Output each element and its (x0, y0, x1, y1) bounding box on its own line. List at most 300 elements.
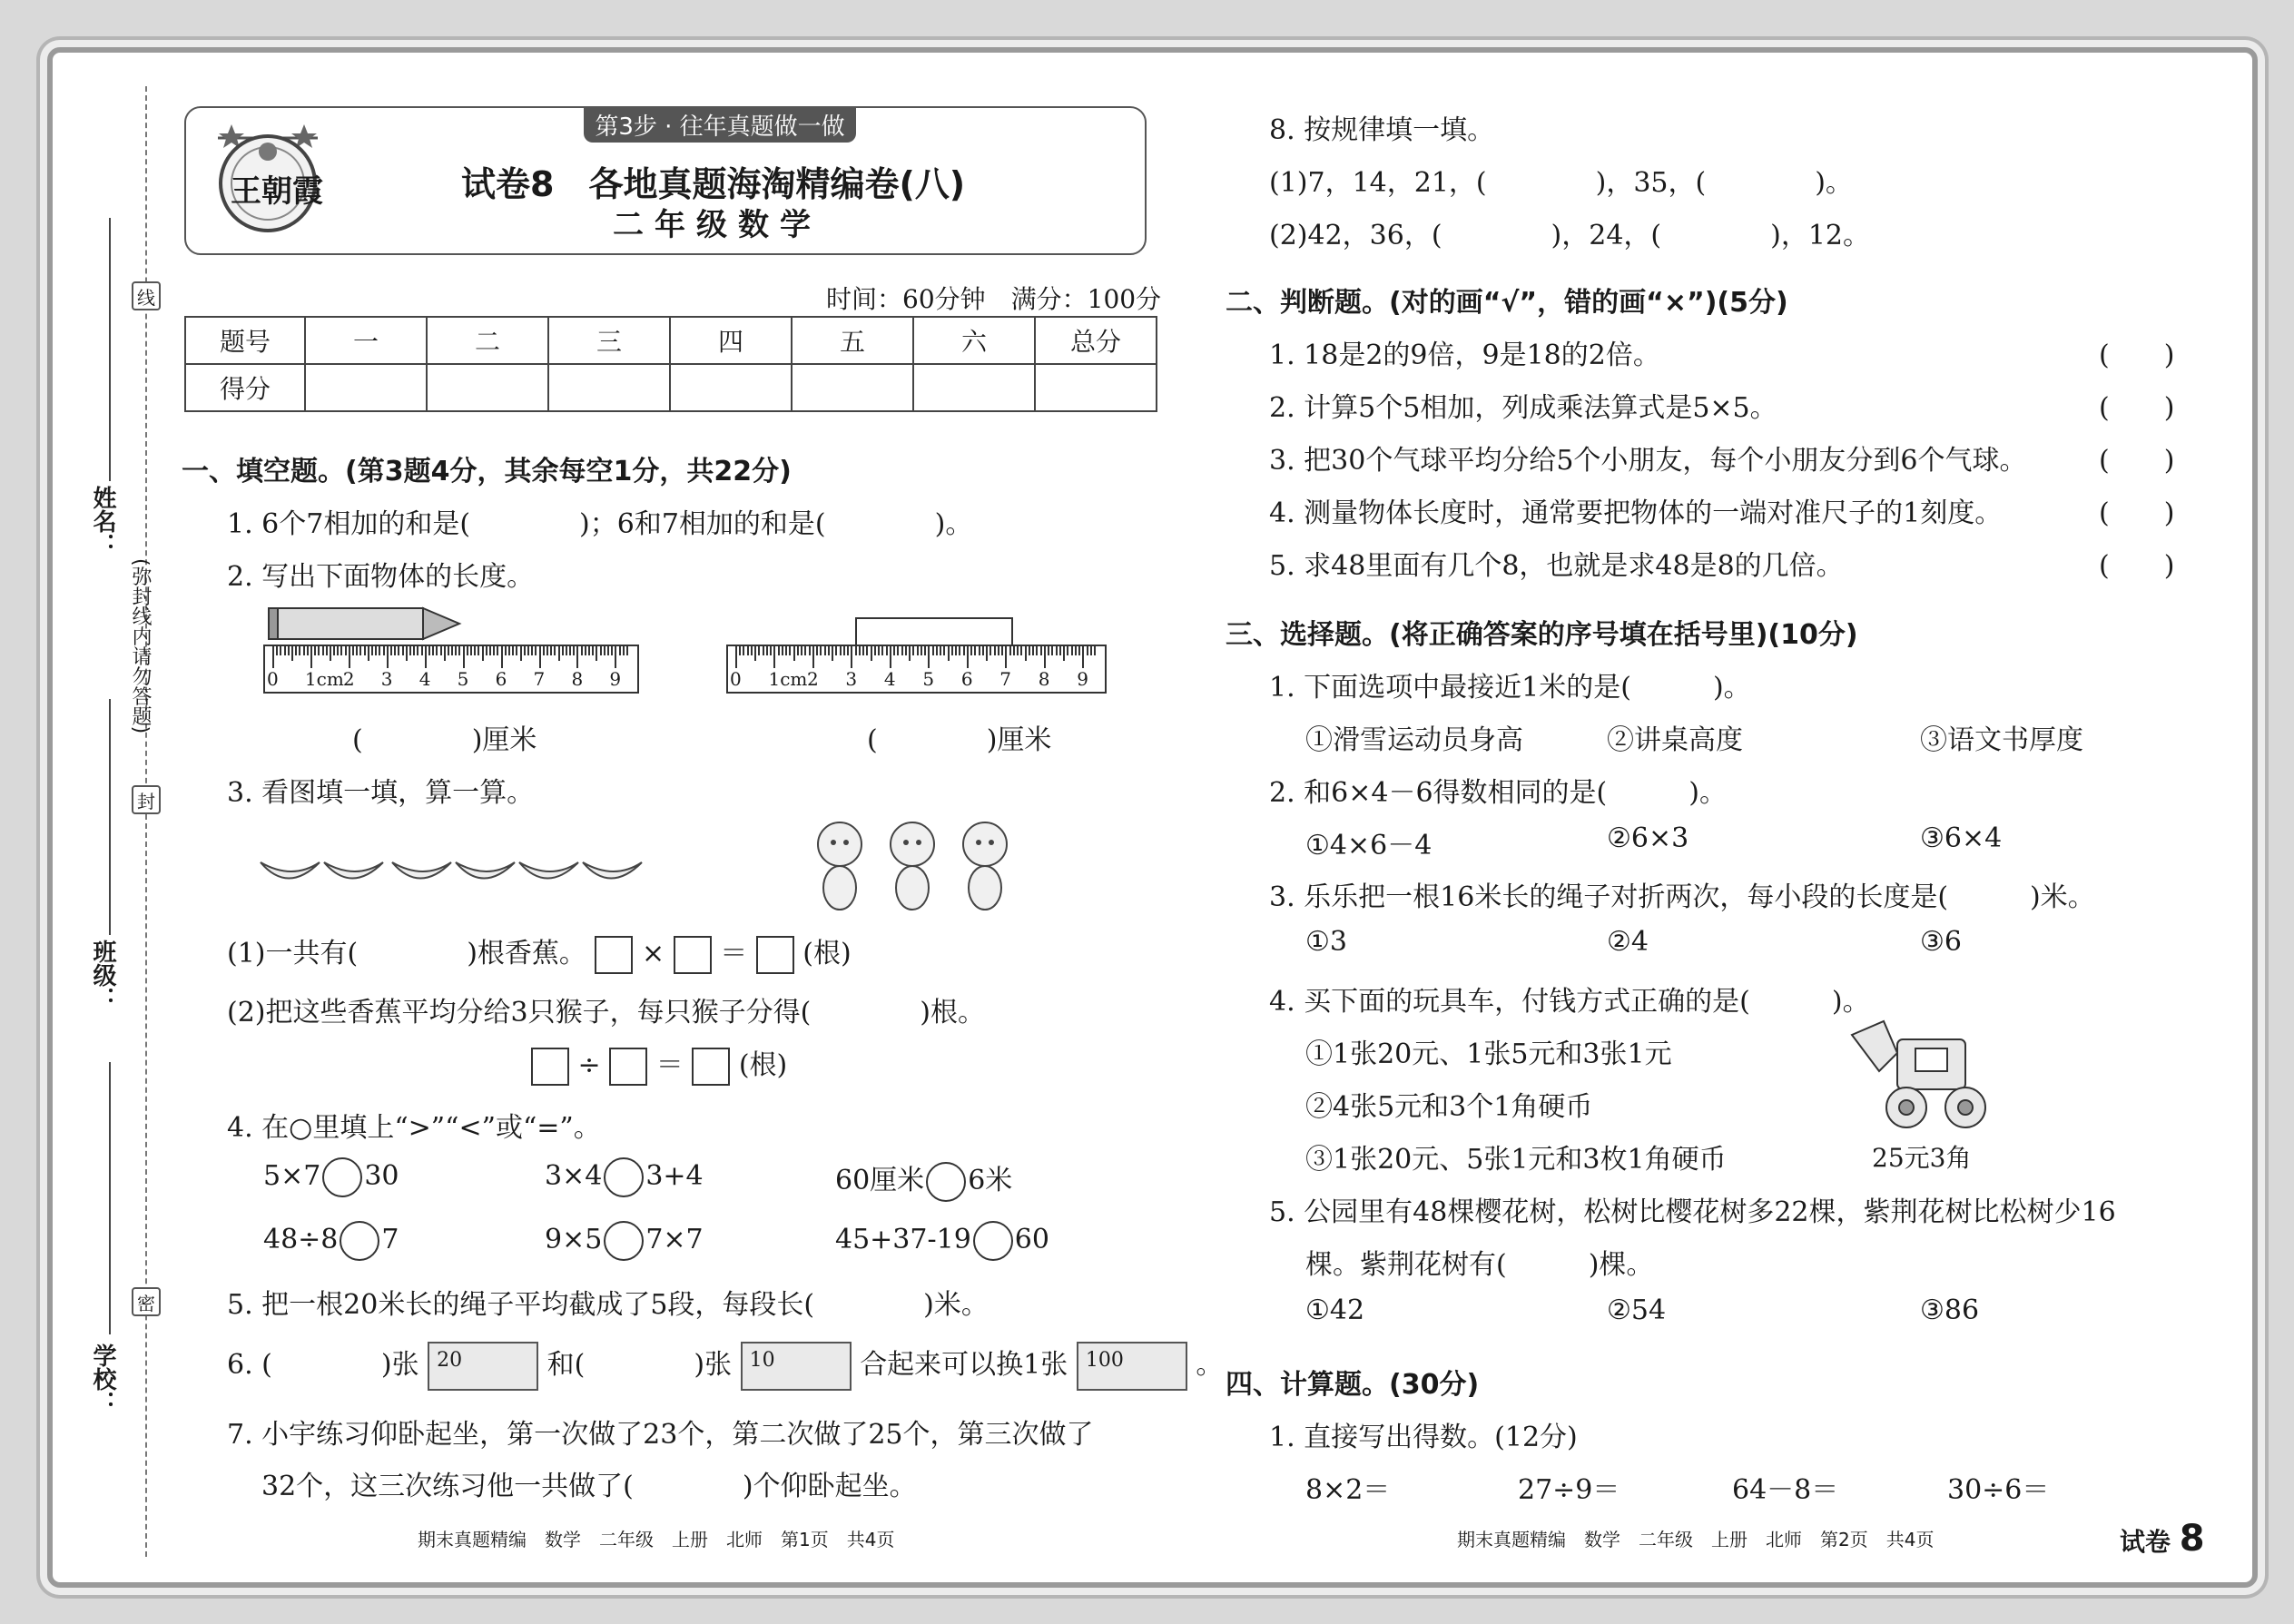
ruler-tick (451, 646, 453, 655)
ruler-tick (615, 646, 616, 668)
ruler-tick (881, 646, 883, 655)
banknote-value: 100 (1085, 1349, 1124, 1372)
s3-q5-opt2[interactable]: ②54 (1607, 1294, 1667, 1326)
ruler-tick (940, 646, 941, 655)
score-input-cell[interactable] (305, 364, 427, 411)
ruler-tick (569, 646, 571, 655)
score-input-cell[interactable] (913, 364, 1035, 411)
ruler-tick (924, 646, 926, 655)
ruler-tick (893, 646, 895, 655)
compare-right: 3+4 (645, 1160, 704, 1192)
ruler-tick (812, 646, 814, 668)
ruler-tick (909, 646, 911, 661)
ruler-tick (562, 646, 564, 655)
s3-q1-opt3[interactable]: ③语文书厚度 (1920, 724, 2083, 756)
ruler-tick (425, 646, 427, 668)
ruler-tick (751, 646, 753, 655)
s3-q3: 3. 乐乐把一根16米长的绳子对折两次，每小段的长度是( )米。 (1269, 881, 2095, 913)
ruler-tick (979, 646, 980, 655)
class-label: 班级： (89, 940, 116, 1010)
ruler-tick (371, 646, 373, 655)
ruler-tick (458, 646, 460, 655)
score-table-score-row (185, 364, 1157, 411)
ruler-tick (766, 646, 768, 655)
ruler-tick (276, 646, 278, 655)
ruler-2 (726, 645, 1107, 694)
s1-q3-2-equation: ÷ ＝ (根) (531, 1042, 787, 1086)
judge-paren[interactable]: ( ) (2099, 445, 2175, 477)
ruler-tick (763, 646, 764, 655)
ruler-number: 7 (999, 668, 1012, 690)
ruler-tick (912, 646, 914, 655)
ruler-tick (600, 646, 602, 655)
s3-q1-opt1[interactable]: ①滑雪运动员身高 (1305, 724, 1523, 756)
s4-q1: 1. 直接写出得数。(12分) (1269, 1422, 1578, 1453)
compare-left: 3×4 (545, 1160, 603, 1192)
ruler-tick (801, 646, 802, 655)
compare-right: 6米 (968, 1165, 1013, 1196)
ruler-tick (797, 646, 799, 655)
compare-left: 60厘米 (835, 1165, 925, 1196)
s1-q7-line1: 7. 小宇练习仰卧起坐，第一次做了23个，第二次做了25个，第三次做了 (227, 1419, 1094, 1451)
ruler-number: 8 (571, 668, 584, 690)
s1-q6 (227, 1342, 1223, 1391)
ruler-tick (959, 646, 960, 655)
binding-mark-mi: 密 (132, 1287, 161, 1316)
section3-title: 三、选择题。(将正确答案的序号填在括号里)(10分) (1226, 619, 1858, 651)
ruler-tick (1082, 646, 1084, 668)
ruler-tick (546, 646, 548, 655)
name-field[interactable] (109, 218, 111, 481)
ruler-tick (855, 646, 857, 655)
compare-circle[interactable] (926, 1162, 966, 1202)
compare-item (835, 1157, 1012, 1202)
ruler-tick (607, 646, 609, 655)
table-cell: 三 (548, 317, 670, 364)
ruler-tick (1009, 646, 1011, 655)
ruler-tick (576, 646, 578, 668)
ruler-tick (901, 646, 903, 655)
ruler-tick (851, 646, 852, 668)
judge-paren[interactable]: ( ) (2099, 340, 2175, 371)
binding-notice: (弥封线内请勿答题) (129, 558, 152, 734)
ruler-tick (847, 646, 849, 655)
ruler-tick (1071, 646, 1073, 655)
class-field[interactable] (109, 699, 111, 935)
ruler-tick (948, 646, 950, 661)
s2-item-5: 5. 求48里面有几个8，也就是求48是8的几倍。 (1269, 550, 1844, 582)
ruler-tick (596, 646, 597, 661)
ruler-tick (444, 646, 446, 661)
time-info: 时间：60分钟 满分：100分 (826, 284, 1162, 314)
compare-circle[interactable] (340, 1221, 379, 1261)
answer-box[interactable] (531, 1048, 569, 1086)
score-input-cell[interactable] (1035, 364, 1157, 411)
score-input-cell[interactable] (548, 364, 670, 411)
judge-paren[interactable]: ( ) (2099, 392, 2175, 424)
s3-q2: 2. 和6×4－6得数相同的是( )。 (1269, 777, 1727, 809)
banknote-10-icon (741, 1342, 852, 1391)
ruler-tick (585, 646, 586, 655)
ruler-tick (359, 646, 361, 655)
q8-title: 8. 按规律填一填。 (1269, 114, 1495, 146)
ruler-tick (299, 646, 300, 655)
ruler-number: 0 (730, 668, 742, 690)
answer-box[interactable] (756, 936, 794, 974)
compare-left: 45+37-19 (835, 1224, 971, 1255)
ruler-tick (778, 646, 780, 655)
table-cell: 六 (913, 317, 1035, 364)
calc-item: 64－8＝ (1732, 1474, 1839, 1506)
ruler-tick (345, 646, 347, 655)
calc-item: 30÷6＝ (1947, 1474, 2050, 1506)
answer-box[interactable] (692, 1048, 730, 1086)
s3-q4-opt2[interactable]: ②4张5元和3个1角硬币 (1305, 1091, 1593, 1123)
ruler-tick (1059, 646, 1061, 655)
footer-left: 期末真题精编 数学 二年级 上册 北师 第1页 共4页 (418, 1529, 895, 1550)
s1-q6-part-c: 合起来可以换1张 (860, 1349, 1068, 1381)
ruler-tick (1063, 646, 1065, 661)
ruler-tick (773, 646, 775, 668)
bananas-icon (256, 844, 655, 899)
ruler-tick (352, 646, 354, 655)
calc-item: 27÷9＝ (1518, 1474, 1620, 1506)
rectangle-object-icon (855, 617, 1013, 648)
compare-circle[interactable] (604, 1157, 644, 1197)
ruler-tick (936, 646, 938, 655)
s1-q3-2-unit: (根) (738, 1049, 788, 1081)
ruler-tick (1078, 646, 1080, 655)
ruler-tick (520, 646, 522, 661)
ruler-number: 9 (609, 668, 622, 690)
banknote-100-icon (1077, 1342, 1187, 1391)
compare-circle[interactable] (973, 1221, 1013, 1261)
ruler-tick (566, 646, 567, 655)
ruler-tick (785, 646, 787, 655)
compare-right: 30 (364, 1160, 399, 1192)
ruler-tick (1036, 646, 1038, 655)
ruler-tick (626, 646, 628, 655)
answer-box[interactable] (595, 936, 633, 974)
s1-q6-part-b: 和( )张 (546, 1349, 733, 1381)
ruler-tick (314, 646, 316, 655)
s1-q3-1-text: (1)一共有( )根香蕉。 (227, 938, 586, 969)
ruler-tick (390, 646, 392, 655)
ruler-tick (379, 646, 380, 655)
s3-q1-opt2[interactable]: ②讲桌高度 (1607, 724, 1743, 756)
ruler-tick (835, 646, 837, 655)
s1-q2: 2. 写出下面物体的长度。 (227, 561, 535, 593)
ruler-tick (604, 646, 605, 655)
ruler-tick (543, 646, 545, 655)
ruler-tick (1017, 646, 1019, 655)
s1-q1: 1. 6个7相加的和是( )；6和7相加的和是( )。 (227, 508, 973, 540)
compare-left: 9×5 (545, 1224, 603, 1255)
ruler-tick (871, 646, 872, 661)
ruler-tick (383, 646, 385, 655)
s1-q3-1: (1)一共有( )根香蕉。 × ＝ (根) (227, 930, 852, 974)
s1-q3-2: (2)把这些香蕉平均分给3只猴子，每只猴子分得( )根。 (227, 997, 985, 1029)
ruler-tick (878, 646, 880, 655)
s3-q3-opt1[interactable]: ①3 (1305, 926, 1347, 958)
ruler-tick (770, 646, 772, 655)
exam-tag (2120, 1518, 2205, 1560)
ruler-tick (463, 646, 465, 668)
exam-title: 试卷8 各地真题海淘精编卷(八) (461, 164, 966, 204)
ruler-tick (967, 646, 969, 668)
ruler-tick (592, 646, 594, 655)
exam-tag-number: 8 (2179, 1518, 2205, 1560)
ruler-tick (1056, 646, 1058, 655)
ruler-number: 4 (418, 668, 431, 690)
ruler-tick (558, 646, 560, 661)
ruler-tick (478, 646, 479, 655)
judge-paren[interactable]: ( ) (2099, 550, 2175, 582)
ruler-tick (295, 646, 297, 655)
ruler-tick (897, 646, 899, 655)
ruler-tick (998, 646, 999, 655)
score-input-cell[interactable] (792, 364, 913, 411)
ruler-tick (303, 646, 305, 655)
ruler-tick (747, 646, 749, 655)
score-table (184, 316, 1157, 412)
ruler-tick (809, 646, 811, 655)
logo-text: 王朝霞 (231, 173, 323, 210)
ruler-tick (455, 646, 457, 655)
s3-q2-opt3[interactable]: ③6×4 (1920, 822, 2003, 854)
compare-item (263, 1157, 399, 1197)
ruler-tick (467, 646, 468, 655)
ruler-tick (409, 646, 411, 655)
ruler-tick (789, 646, 791, 655)
s1-q3: 3. 看图填一填，算一算。 (227, 777, 535, 809)
ruler-tick (413, 646, 415, 655)
table-cell: 四 (670, 317, 792, 364)
ruler-tick (375, 646, 377, 655)
name-label: 姓名： (89, 486, 116, 556)
toy-price: 25元3角 (1872, 1143, 1972, 1173)
ruler-tick (1051, 646, 1053, 655)
q8-line2: (2)42，36，( )，24，( )，12。 (1269, 220, 1871, 251)
ruler-tick (843, 646, 845, 655)
section4-title: 四、计算题。(30分) (1226, 1369, 1480, 1401)
ruler-number: 5 (457, 668, 469, 690)
ruler-tick (735, 646, 737, 668)
s3-q5-opt1[interactable]: ①42 (1305, 1294, 1365, 1326)
ruler-tick (782, 646, 783, 655)
ruler-tick (512, 646, 514, 655)
ruler-tick (1005, 646, 1007, 668)
ruler-tick (474, 646, 476, 655)
ruler-tick (387, 646, 389, 668)
ruler-tick (1001, 646, 1003, 655)
compare-right: 7×7 (645, 1224, 704, 1255)
s2-item-1: 1. 18是2的9倍，9是18的2倍。 (1269, 340, 1660, 371)
ruler-1 (263, 645, 639, 694)
ruler-tick (326, 646, 328, 655)
ruler-tick (1013, 646, 1015, 655)
ruler-number: 2 (342, 668, 355, 690)
ruler-number: 3 (845, 668, 858, 690)
pencil-icon (267, 599, 467, 649)
ruler-tick (840, 646, 842, 655)
ruler-tick (291, 646, 293, 661)
ruler-tick (318, 646, 320, 655)
ruler-tick (493, 646, 495, 655)
school-field[interactable] (109, 1062, 111, 1334)
ruler-number: 6 (495, 668, 507, 690)
s1-q4: 4. 在○里填上“>”“<”或“=”。 (227, 1112, 601, 1144)
ruler-tick (832, 646, 833, 661)
ruler-tick (436, 646, 438, 655)
ruler-tick (527, 646, 529, 655)
s3-q2-opt1[interactable]: ①4×6－4 (1305, 830, 1433, 861)
ruler-tick (804, 646, 806, 655)
ruler-number: 2 (806, 668, 819, 690)
banknote-20-icon (428, 1342, 538, 1391)
ruler-tick (619, 646, 621, 655)
ruler-tick (398, 646, 399, 655)
compare-circle[interactable] (604, 1221, 644, 1261)
s3-q3-opt3[interactable]: ③6 (1920, 926, 1962, 958)
ruler-tick (486, 646, 487, 655)
s3-q2-opt2[interactable]: ②6×3 (1607, 822, 1689, 854)
s2-item-2: 2. 计算5个5相加，列成乘法算式是5×5。 (1269, 392, 1777, 424)
ruler-tick (394, 646, 396, 655)
s2-item-4: 4. 测量物体长度时，通常要把物体的一端对准尺子的1刻度。 (1269, 497, 2003, 529)
ruler-tick (943, 646, 945, 655)
compare-circle[interactable] (322, 1157, 362, 1197)
ruler-tick (1090, 646, 1092, 655)
ruler-tick (280, 646, 281, 655)
ruler-tick (310, 646, 312, 668)
ruler-number: 5 (922, 668, 935, 690)
s3-q4-opt3[interactable]: ③1张20元、5张1元和3枚1角硬币 (1305, 1144, 1727, 1176)
score-input-cell[interactable] (427, 364, 548, 411)
ruler-tick (820, 646, 822, 655)
ruler-tick (758, 646, 760, 655)
ruler-tick (581, 646, 583, 655)
ruler-tick (955, 646, 957, 655)
ruler-tick (921, 646, 922, 655)
binding-mark-xian: 线 (132, 281, 161, 310)
s3-q1: 1. 下面选项中最接近1米的是( )。 (1269, 672, 1751, 704)
step-banner: 第3步 · 往年真题做一做 (584, 106, 856, 143)
ruler-tick (1032, 646, 1034, 655)
calc-item: 8×2＝ (1305, 1474, 1391, 1506)
ruler-tick (890, 646, 891, 668)
ruler-number: 0 (267, 668, 279, 690)
ruler-tick (1067, 646, 1068, 655)
s1-q2-answer-1: ( )厘米 (352, 724, 537, 756)
ruler-tick (862, 646, 864, 655)
s1-q2-answer-2: ( )厘米 (867, 724, 1052, 756)
ruler-tick (322, 646, 324, 655)
ruler-number: 8 (1038, 668, 1050, 690)
ruler-tick (307, 646, 309, 655)
ruler-tick (611, 646, 613, 655)
ruler-number: 1cm (768, 668, 808, 690)
ruler-tick (497, 646, 498, 655)
s3-q5-opt3[interactable]: ③86 (1920, 1294, 1980, 1326)
score-input-cell[interactable] (670, 364, 792, 411)
ruler-tick (932, 646, 934, 655)
ruler-tick (1075, 646, 1077, 655)
ruler-tick (623, 646, 625, 655)
ruler-tick (489, 646, 491, 655)
ruler-tick (554, 646, 556, 655)
ruler-tick (1044, 646, 1046, 668)
table-cell: 一 (305, 317, 427, 364)
ruler-tick (970, 646, 972, 655)
ruler-tick (1020, 646, 1022, 655)
ruler-tick (1025, 646, 1027, 661)
ruler-tick (982, 646, 984, 655)
section1-title: 一、填空题。(第3题4分，其余每空1分，共22分) (182, 456, 792, 487)
answer-box[interactable] (674, 936, 712, 974)
table-cell: 五 (792, 317, 913, 364)
ruler-tick (1094, 646, 1096, 655)
compare-item (545, 1157, 704, 1197)
ruler-tick (793, 646, 795, 661)
s1-q7-line2: 32个，这三次练习他一共做了( )个仰卧起坐。 (261, 1471, 917, 1502)
s3-q4-opt1[interactable]: ①1张20元、1张5元和3张1元 (1305, 1038, 1672, 1070)
s3-q5-line2: 棵。紫荆花树有( )棵。 (1305, 1249, 1654, 1281)
ruler-tick (406, 646, 408, 661)
compare-right: 7 (381, 1224, 399, 1255)
ruler-tick (432, 646, 434, 655)
banknote-value: 10 (749, 1349, 775, 1372)
s3-q4: 4. 买下面的玩具车，付钱方式正确的是( )。 (1269, 986, 1870, 1018)
exam-subtitle: 二年级数学 (613, 207, 822, 243)
ruler-tick (539, 646, 541, 668)
exam-tag-label: 试卷 (2120, 1527, 2171, 1557)
ruler-tick (963, 646, 965, 655)
ruler-tick (816, 646, 818, 655)
toy-excavator-icon (1843, 1017, 1997, 1135)
ruler-tick (535, 646, 537, 655)
judge-paren[interactable]: ( ) (2099, 497, 2175, 529)
table-cell: 总分 (1035, 317, 1157, 364)
footer-right: 期末真题精编 数学 二年级 上册 北师 第2页 共4页 (1457, 1529, 1935, 1550)
ruler-tick (470, 646, 472, 655)
ruler-tick (994, 646, 996, 655)
ruler-number: 6 (960, 668, 973, 690)
ruler-number: 3 (380, 668, 393, 690)
ruler-tick (588, 646, 590, 655)
compare-item (263, 1221, 399, 1261)
ruler-tick (886, 646, 888, 655)
compare-left: 5×7 (263, 1160, 321, 1192)
compare-item (835, 1221, 1049, 1261)
ruler-number: 1cm (304, 668, 344, 690)
ruler-tick (337, 646, 339, 655)
ruler-tick (516, 646, 517, 655)
ruler-tick (421, 646, 423, 655)
table-cell: 二 (427, 317, 548, 364)
ruler-number: 9 (1077, 668, 1088, 690)
answer-box[interactable] (609, 1048, 647, 1086)
s3-q5-line1: 5. 公园里有48棵樱花树，松树比樱花树多22棵，紫荆花树比松树少16 (1269, 1196, 2116, 1228)
ruler-tick (974, 646, 976, 655)
ruler-tick (874, 646, 876, 655)
ruler-tick (428, 646, 430, 655)
s3-q3-opt2[interactable]: ②4 (1607, 926, 1649, 958)
ruler-tick (288, 646, 290, 655)
ruler-tick (828, 646, 830, 655)
ruler-tick (917, 646, 919, 655)
ruler-tick (986, 646, 988, 661)
